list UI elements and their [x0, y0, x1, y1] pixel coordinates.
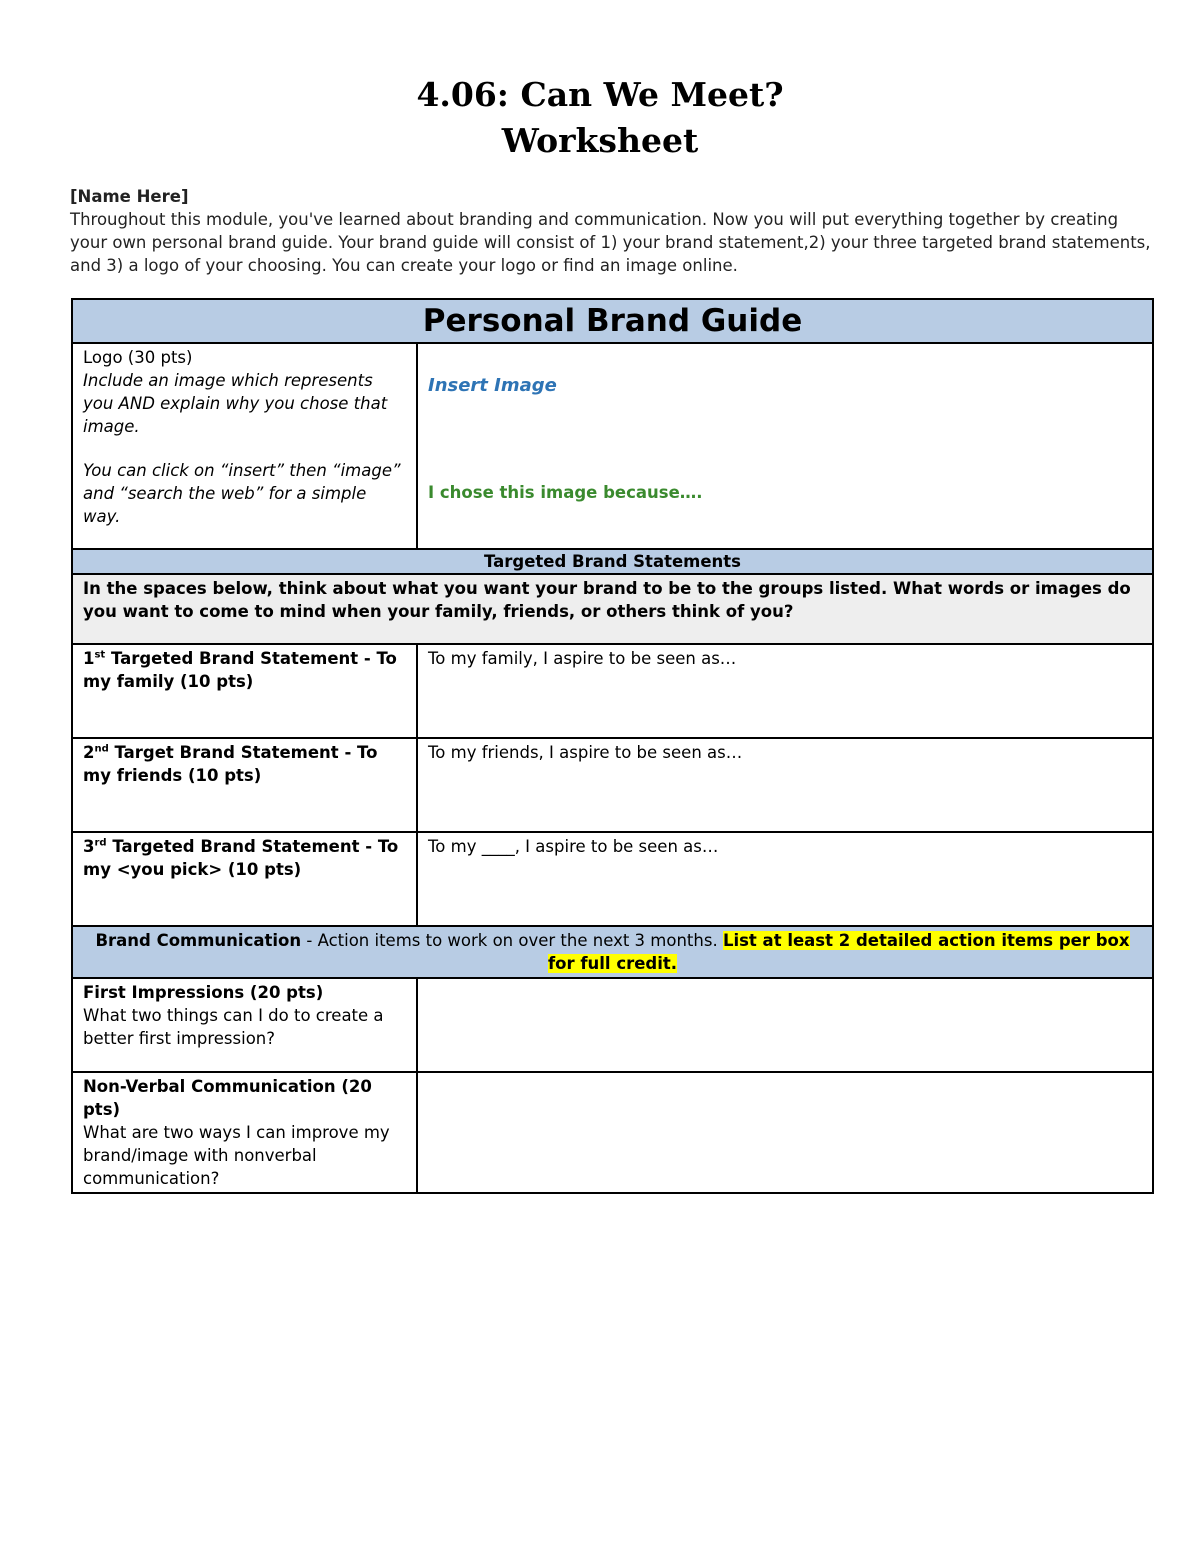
nonverbal-response[interactable] — [417, 1072, 1153, 1193]
statement-response-2[interactable]: To my friends, I aspire to be seen as… — [417, 738, 1153, 832]
nonverbal-label: Non-Verbal Communication (20 pts) — [83, 1077, 372, 1119]
nonverbal-question: What are two ways I can improve my brand/image with nonverbal communication? — [83, 1123, 390, 1188]
first-impressions-question: What two things can I do to create a better first impression? — [83, 1006, 384, 1048]
nonverbal-label-cell — [72, 1072, 417, 1193]
worksheet-title — [0, 72, 1200, 164]
logo-label-cell — [72, 343, 417, 549]
targeted-header: Targeted Brand Statements — [72, 549, 1153, 574]
first-impressions-label: First Impressions (20 pts) — [83, 983, 324, 1002]
logo-tip: You can click on “insert” then “image” and “search the web” for a simple way. — [83, 461, 401, 526]
statement-label-1: 1st Targeted Brand Statement - To my family (10 pts) — [72, 644, 417, 738]
intro-section — [70, 185, 1155, 277]
title-line-1: 4.06: Can We Meet? — [416, 75, 784, 114]
first-impressions-label-cell — [72, 978, 417, 1072]
name-field[interactable]: [Name Here] — [70, 187, 189, 206]
personal-brand-guide-table — [71, 298, 1154, 1194]
image-reason-placeholder[interactable]: I chose this image because…. — [428, 483, 703, 502]
intro-text: Throughout this module, you've learned about branding and communication. Now you will put everything together by creating your own personal brand guide. Your brand guide will consist of 1) your brand statement,2) your three targeted brand statements, and 3) a logo of your choosing. You can create your logo or find an image online. — [70, 210, 1151, 275]
insert-image-placeholder[interactable]: Insert Image — [428, 375, 557, 396]
statement-response-1[interactable]: To my family, I aspire to be seen as… — [417, 644, 1153, 738]
logo-response-cell[interactable] — [417, 343, 1153, 549]
title-line-2: Worksheet — [501, 121, 699, 160]
targeted-prompt: In the spaces below, think about what you want your brand to be to the groups listed. What words or images do you want to come to mind when your family, friends, or others think of you? — [72, 574, 1153, 644]
communication-header: Brand Communication - Action items to work on over the next 3 months. List at least 2 detailed action items per box for full credit. — [72, 926, 1153, 978]
statement-response-3[interactable]: To my ____, I aspire to be seen as… — [417, 832, 1153, 926]
full-credit-highlight: List at least 2 detailed action items per box for full credit. — [547, 931, 1130, 973]
first-impressions-response[interactable] — [417, 978, 1153, 1072]
statement-label-3: 3rd Targeted Brand Statement - To my <you pick> (10 pts) — [72, 832, 417, 926]
logo-label: Logo (30 pts) — [83, 348, 193, 367]
statement-label-2: 2nd Target Brand Statement - To my friends (10 pts) — [72, 738, 417, 832]
guide-title: Personal Brand Guide — [72, 299, 1153, 343]
logo-instructions: Include an image which represents you AND explain why you chose that image. — [83, 371, 388, 436]
